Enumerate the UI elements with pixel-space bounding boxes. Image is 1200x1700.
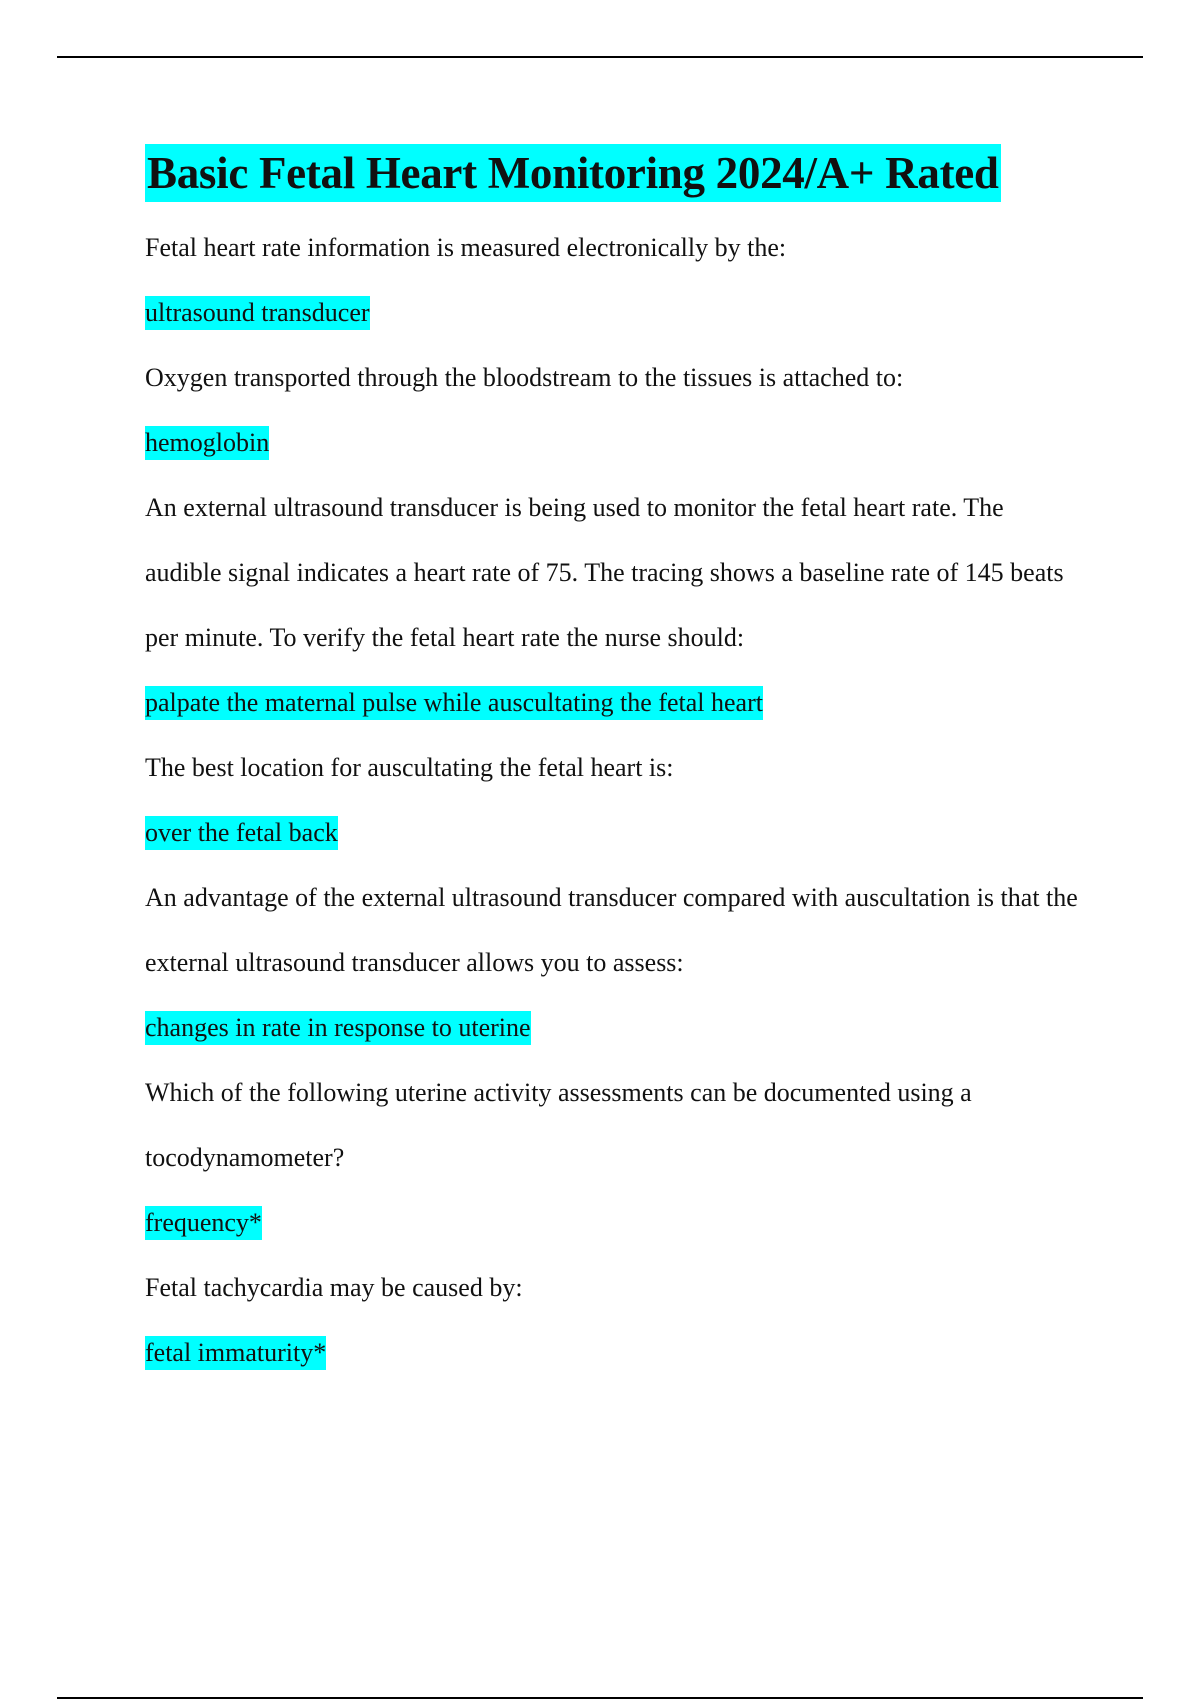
answer-highlight: ultrasound transducer [145,296,370,330]
question-text: Oxygen transported through the bloodstream to the tissues is attached to: [145,363,904,392]
answer-highlight: over the fetal back [145,816,338,850]
document-body [145,144,1085,1385]
qa-item [145,865,1085,1060]
qa-item [145,1255,1085,1385]
question-text: Which of the following uterine activity assessments can be documented using a tocodynamometer? [145,1078,972,1172]
answer-highlight: fetal immaturity* [145,1336,326,1370]
qa-item [145,1060,1085,1255]
answer-text [145,800,1085,865]
question-text: Fetal heart rate information is measured electronically by the: [145,233,787,262]
question-text: Fetal tachycardia may be caused by: [145,1273,523,1302]
answer-highlight: frequency* [145,1206,262,1240]
footer-rule [57,1697,1143,1699]
answer-highlight: changes in rate in response to uterine [145,1011,531,1045]
answer-text [145,410,1085,475]
qa-item [145,345,1085,475]
qa-item [145,735,1085,865]
question-text: An advantage of the external ultrasound transducer compared with auscultation is that the external ultrasound transducer allows you to assess: [145,883,1078,977]
answer-text [145,280,1085,345]
header-rule [57,56,1143,58]
answer-text [145,995,1085,1060]
answer-text [145,670,1085,735]
answer-highlight: palpate the maternal pulse while auscultating the fetal heart [145,686,763,720]
answer-text [145,1190,1085,1255]
qa-item [145,215,1085,345]
question-text: The best location for auscultating the fetal heart is: [145,753,674,782]
qa-item [145,475,1085,735]
document-title: Basic Fetal Heart Monitoring 2024/A+ Rated [145,144,1001,202]
question-text: An external ultrasound transducer is being used to monitor the fetal heart rate. The audible signal indicates a heart rate of 75. The tracing shows a baseline rate of 145 beats per minute. To verify the fetal heart rate the nurse should: [145,493,1064,652]
answer-text [145,1320,1085,1385]
answer-highlight: hemoglobin [145,426,269,460]
